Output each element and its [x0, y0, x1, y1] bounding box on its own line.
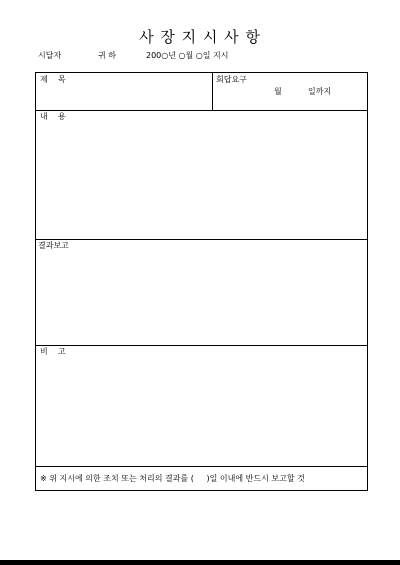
- remarks-label: 비 고: [40, 347, 66, 356]
- result-report-label: 결과보고: [38, 241, 69, 250]
- reply-month-label: 월: [274, 87, 282, 96]
- instruction-date: 200○년 ○월 ○일 지시: [146, 51, 229, 60]
- recipient-honorific: 귀 하: [98, 51, 116, 60]
- content-label: 내 용: [40, 112, 66, 121]
- divider-content: [36, 239, 367, 240]
- document-title: 사 장 지 시 사 항: [139, 28, 261, 46]
- subject-label: 제 목: [40, 75, 66, 84]
- instruction-form: [35, 72, 368, 491]
- reply-until-label: 일까지: [308, 87, 332, 96]
- page-bottom-bar: [0, 560, 400, 565]
- divider-remarks: [36, 466, 367, 467]
- reply-request-label: 회답요구: [216, 75, 247, 84]
- divider-result: [36, 345, 367, 346]
- recipient-label: 시달자: [38, 51, 62, 60]
- subject-reply-divider: [212, 73, 213, 110]
- footer-note: ※ 위 지시에 의한 조치 또는 처리의 결과를 ( )일 이내에 반드시 보고할 것: [40, 474, 305, 483]
- divider-subject: [36, 110, 367, 111]
